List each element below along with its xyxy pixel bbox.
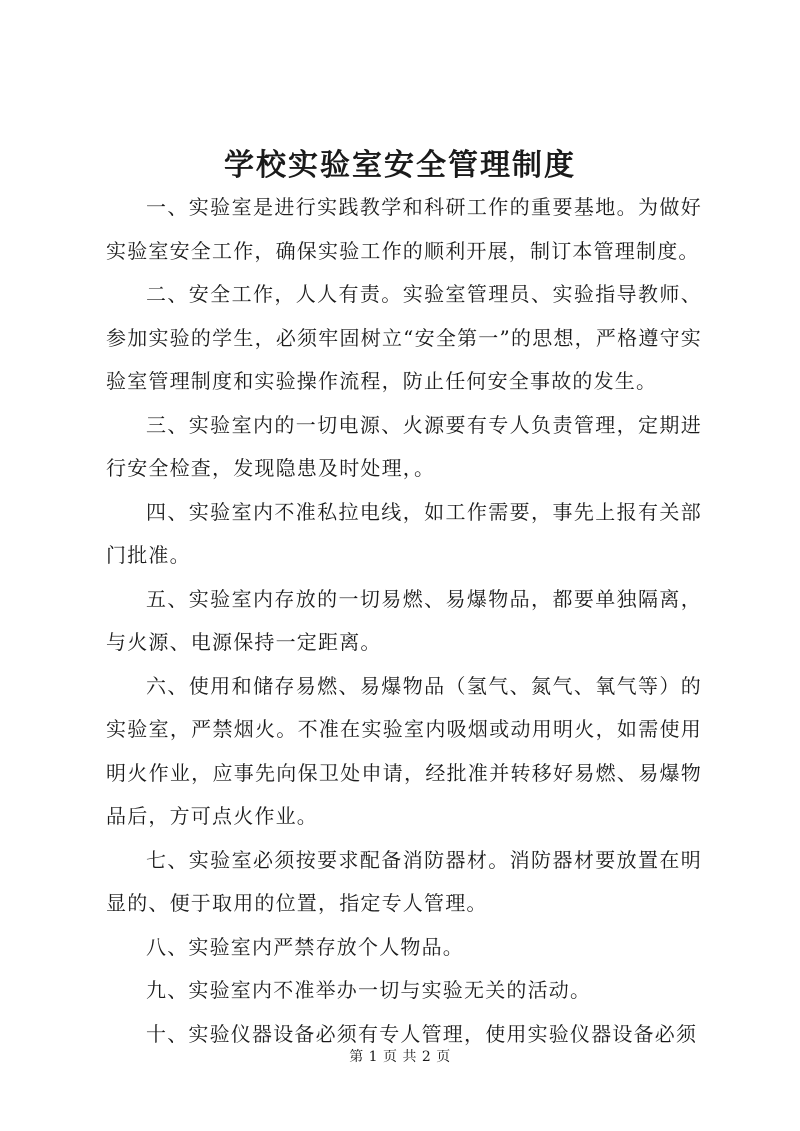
paragraph-2: 二、安全工作，人人有责。实验室管理员、实验指导教师、参加实验的学生，必须牢固树立“安全第一”的思想，严格遵守实验室管理制度和实验操作流程，防止任何安全事故的发生。	[106, 282, 702, 393]
paragraph-4: 四、实验室内不准私拉电线，如工作需要，事先上报有关部门批准。	[106, 499, 702, 567]
document-title: 学校实验室安全管理制度	[224, 148, 576, 183]
paragraph-7: 七、实验室必须按要求配备消防器材。消防器材要放置在明显的、便于取用的位置，指定专人管理。	[106, 847, 702, 915]
document-body	[106, 186, 702, 1056]
paragraph-6: 六、使用和储存易燃、易爆物品（氢气、氮气、氧气等）的实验室，严禁烟火。不准在实验室内吸烟或动用明火，如需使用明火作业，应事先向保卫处申请，经批准并转移好易燃、易爆物品后，方可点火作业。	[106, 673, 702, 828]
paragraph-8: 八、实验室内严禁存放个人物品。	[146, 934, 464, 959]
paragraph-5: 五、实验室内存放的一切易燃、易爆物品，都要单独隔离，与火源、电源保持一定距离。	[106, 586, 702, 654]
paragraph-1: 一、实验室是进行实践教学和科研工作的重要基地。为做好实验室安全工作，确保实验工作的顺利开展，制订本管理制度。	[106, 195, 702, 263]
paragraph-9: 九、实验室内不准举办一切与实验无关的活动。	[146, 978, 592, 1002]
page-footer: 第 1 页 共 2 页	[349, 1049, 451, 1065]
paragraph-3: 三、实验室内的一切电源、火源要有专人负责管理，定期进行安全检查，发现隐患及时处理，。	[106, 412, 702, 480]
paragraph-10: 十、实验仪器设备必须有专人管理，使用实验仪器设备必须	[146, 1021, 698, 1046]
